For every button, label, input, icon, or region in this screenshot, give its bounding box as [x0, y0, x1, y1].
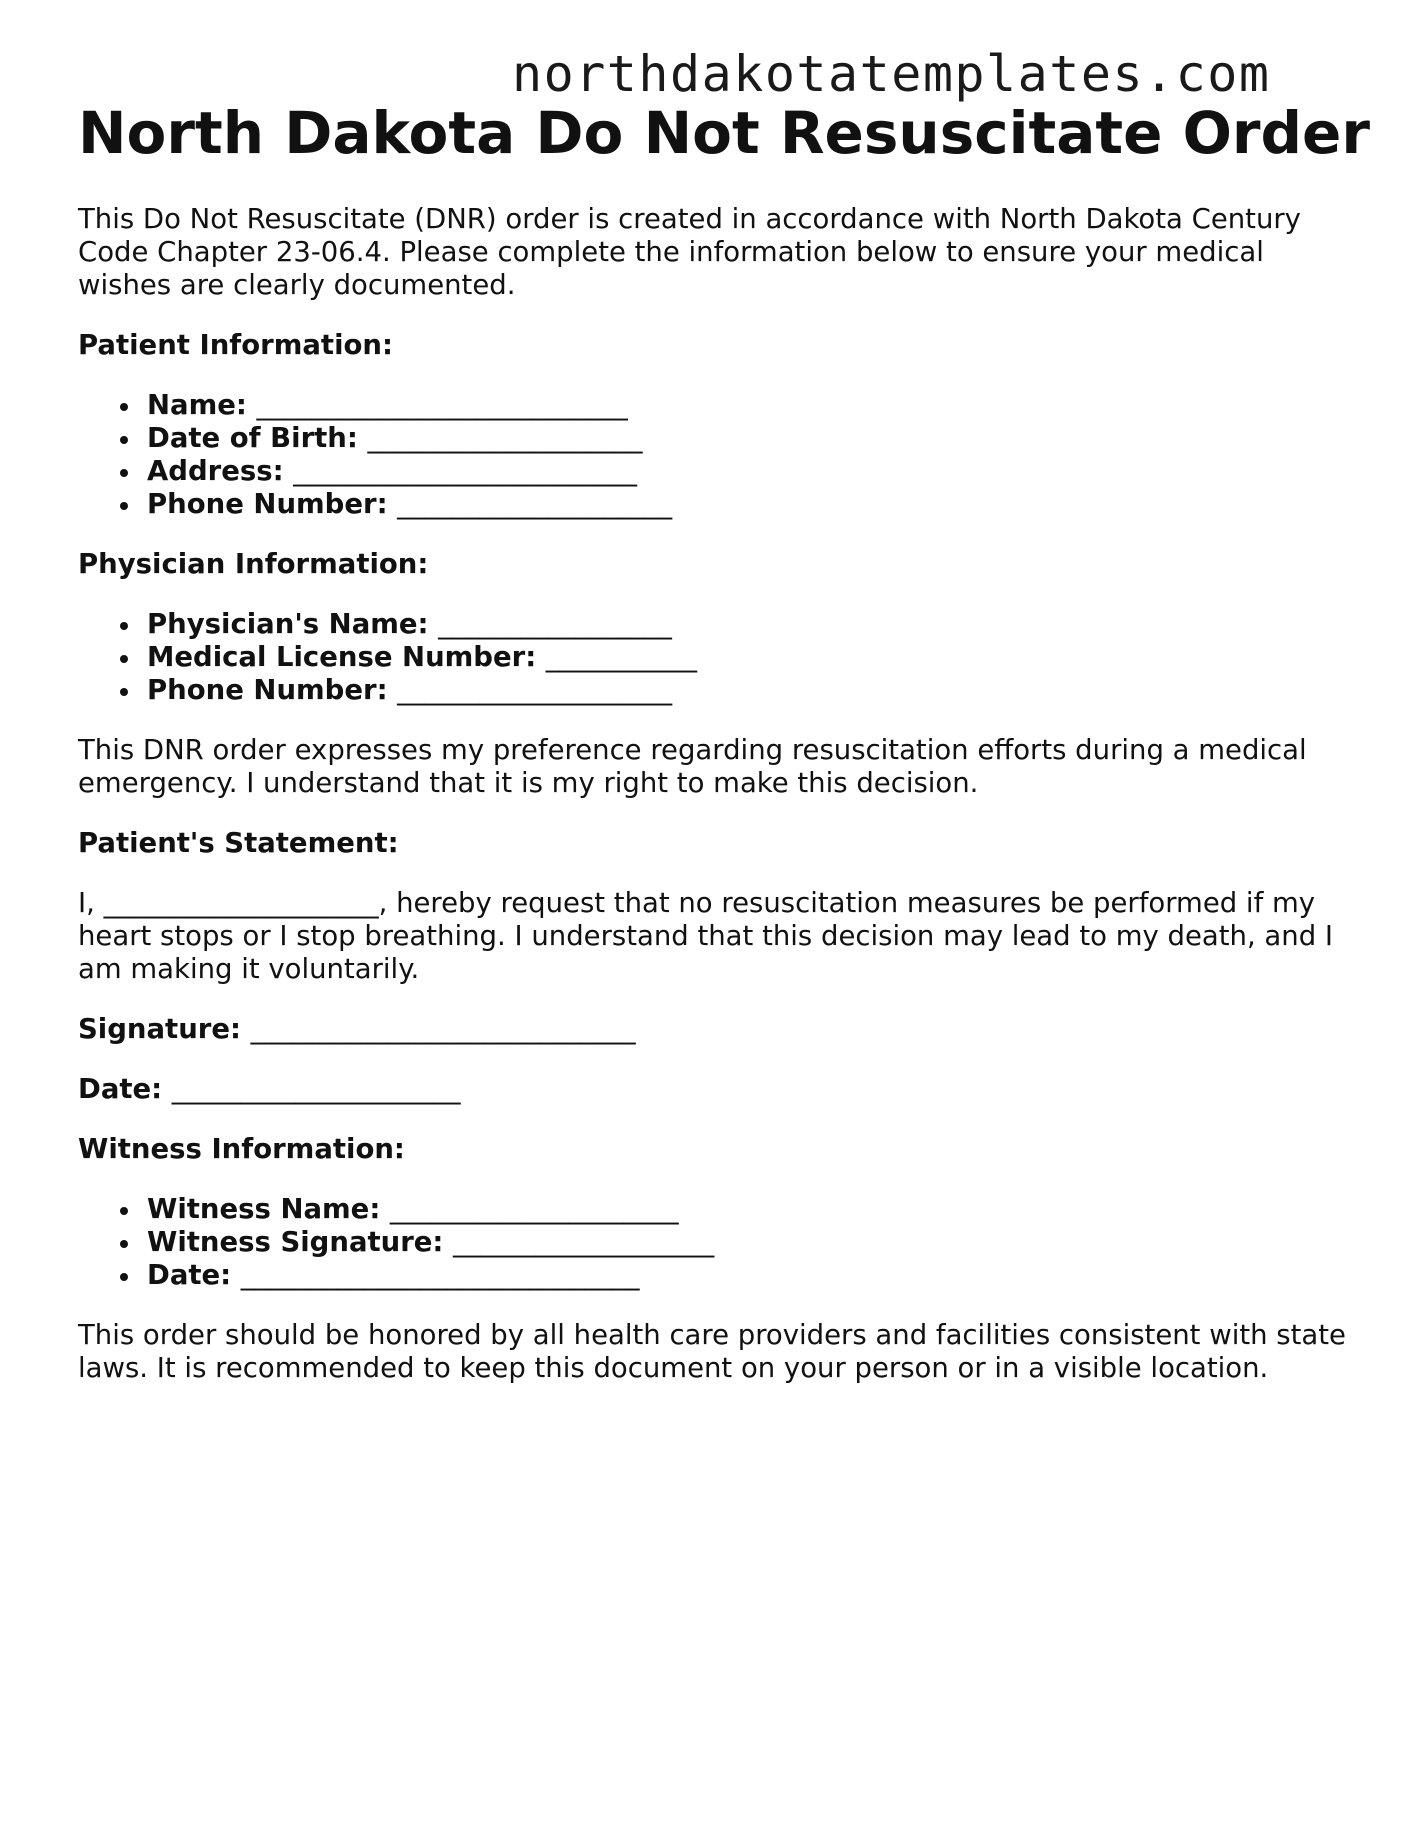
license-blank: ___________	[545, 641, 698, 673]
statement-paragraph: I, ____________________, hereby request that no resuscitation measures be performed if my heart stops or I stop breathing. I understand that this decision may lead to my death, and I am making it voluntarily.	[78, 887, 1334, 985]
patient-address-item	[147, 455, 1348, 488]
witness-signature-item	[147, 1226, 1348, 1259]
patient-info-list	[78, 389, 1348, 521]
physician-name-blank: _________________	[438, 608, 672, 640]
witness-name-item	[147, 1193, 1348, 1226]
physician-phone-blank: ____________________	[397, 674, 673, 706]
statement-heading: Patient's Statement:	[78, 827, 399, 859]
field-label: Address:	[147, 455, 284, 487]
physician-info-list	[78, 608, 1348, 707]
patient-phone-item	[147, 488, 1348, 521]
patient-info-heading: Patient Information:	[78, 329, 393, 361]
field-label: Phone Number:	[147, 674, 388, 706]
signature-line	[78, 1013, 1348, 1046]
signature-label: Signature:	[78, 1013, 241, 1045]
witness-date-blank: _____________________________	[240, 1259, 640, 1291]
field-label: Medical License Number:	[147, 641, 537, 673]
field-label: Phone Number:	[147, 488, 388, 520]
witness-info-list	[78, 1193, 1348, 1292]
license-number-item	[147, 641, 1348, 674]
physician-info-heading: Physician Information:	[78, 548, 429, 580]
witness-signature-blank: ___________________	[453, 1226, 715, 1258]
closing-paragraph: This order should be honored by all health care providers and facilities consistent with state laws. It is recommended to keep this document on your person or in a visible location.	[78, 1319, 1346, 1384]
field-label: Physician's Name:	[147, 608, 429, 640]
patient-dob-item	[147, 422, 1348, 455]
name-blank: ___________________________	[256, 389, 628, 421]
field-label: Name:	[147, 389, 247, 421]
signature-blank: ____________________________	[250, 1013, 636, 1045]
date-label: Date:	[78, 1073, 163, 1105]
document-body	[78, 203, 1348, 1412]
date-line	[78, 1073, 1348, 1106]
field-label: Witness Name:	[147, 1193, 381, 1225]
physician-name-item	[147, 608, 1348, 641]
address-blank: _________________________	[293, 455, 637, 487]
witness-info-heading: Witness Information:	[78, 1133, 405, 1165]
witness-date-item	[147, 1259, 1348, 1292]
field-label: Date:	[147, 1259, 232, 1291]
preference-paragraph: This DNR order expresses my preference regarding resuscitation efforts during a medical emergency. I understand that it is my right to make this decision.	[78, 734, 1307, 799]
physician-phone-item	[147, 674, 1348, 707]
witness-name-blank: _____________________	[389, 1193, 679, 1225]
site-watermark: northdakotatemplates.com	[512, 45, 1271, 103]
page-title: North Dakota Do Not Resuscitate Order	[78, 99, 1370, 167]
phone-blank: ____________________	[397, 488, 673, 520]
field-label: Witness Signature:	[147, 1226, 444, 1258]
intro-paragraph: This Do Not Resuscitate (DNR) order is created in accordance with North Dakota Century Code Chapter 23-06.4. Please complete the information below to ensure your medical wishes are clearly documented.	[78, 203, 1301, 301]
date-blank: _____________________	[171, 1073, 461, 1105]
field-label: Date of Birth:	[147, 422, 358, 454]
patient-name-item	[147, 389, 1348, 422]
dob-blank: ____________________	[367, 422, 643, 454]
